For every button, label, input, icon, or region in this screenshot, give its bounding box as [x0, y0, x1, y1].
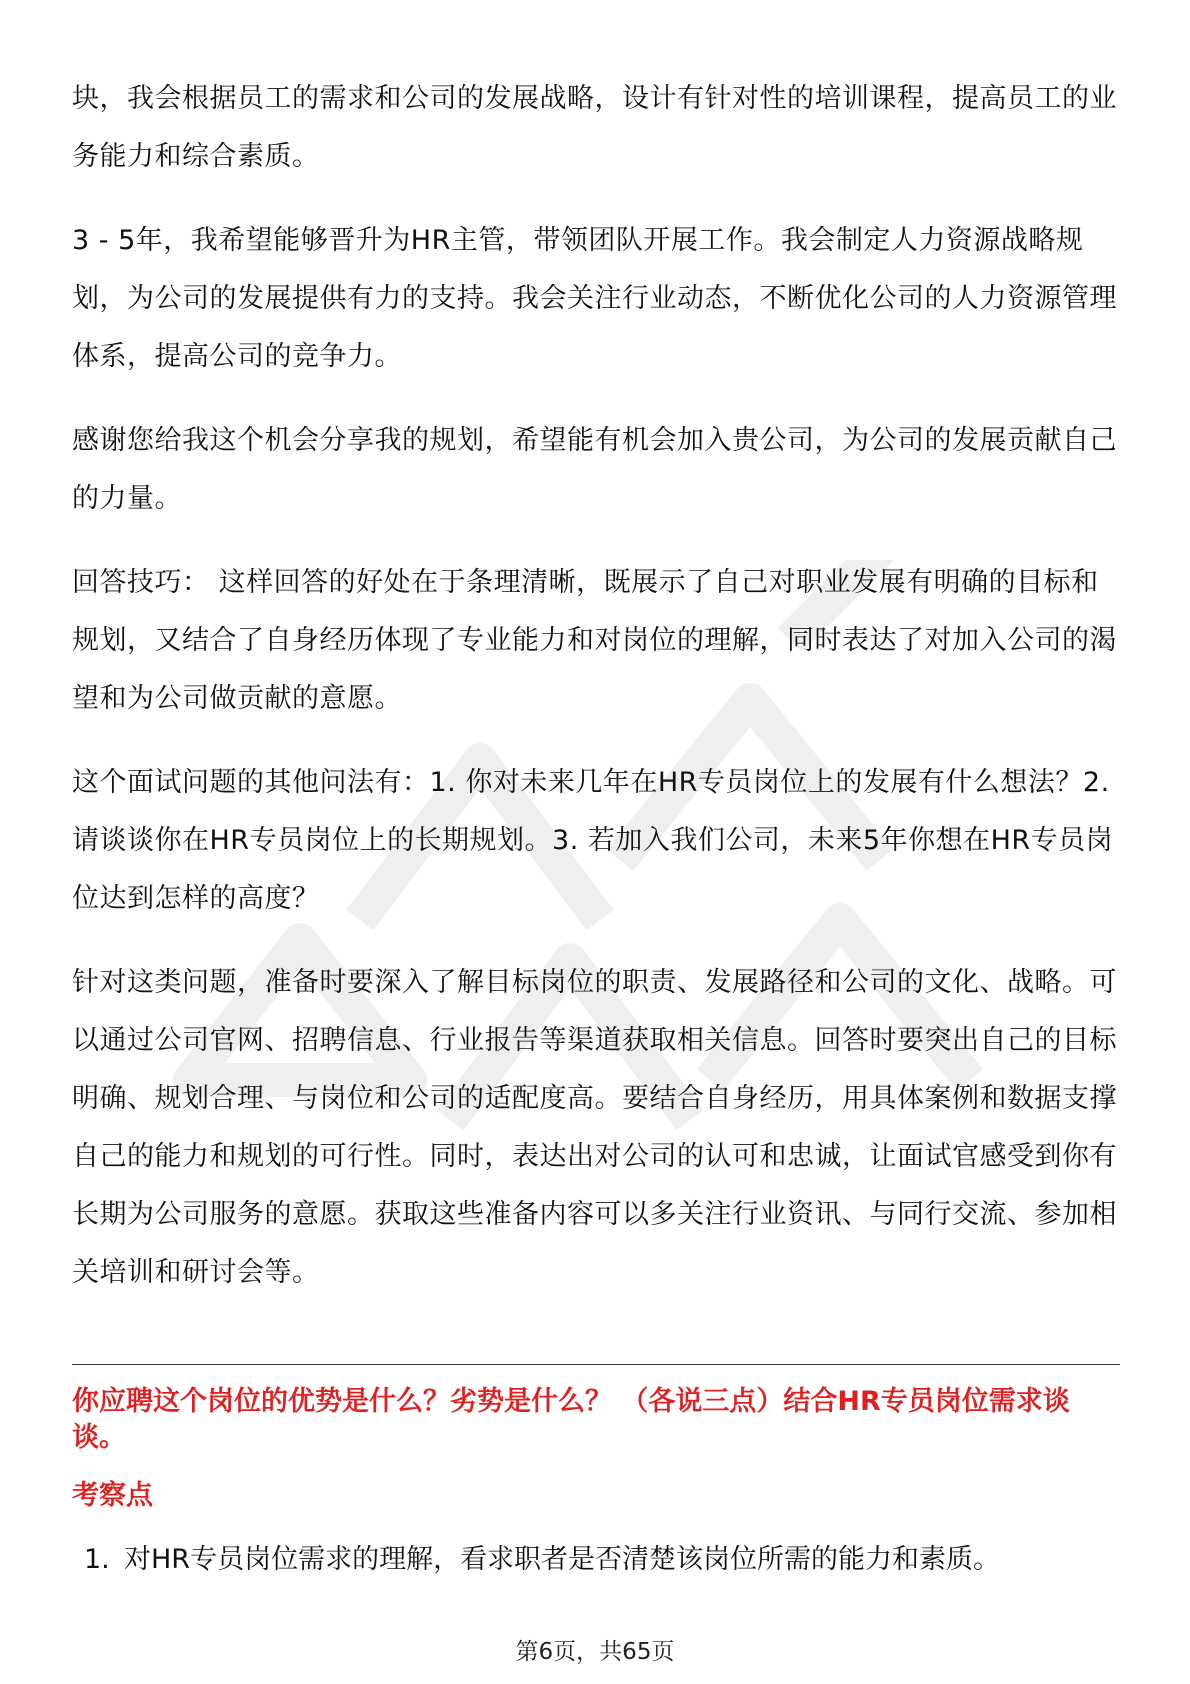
- paragraph: 块，我会根据员工的需求和公司的发展战略，设计有针对性的培训课程，提高员工的业务能力和综合素质。: [72, 83, 1117, 172]
- answer-tips-paragraph: 回答技巧： 这样回答的好处在于条理清晰，既展示了自己对职业发展有明确的目标和规划，又结合了自身经历体现了专业能力和对岗位的理解，同时表达了对加入公司的渴望和为公司做贡献的意愿。: [72, 567, 1117, 714]
- assessment-points-list: [84, 1540, 1114, 1580]
- paragraph: 感谢您给我这个机会分享我的规划，希望能有机会加入贵公司，为公司的发展贡献自己的力量。: [72, 425, 1117, 514]
- list-item-text: 对HR专员岗位需求的理解，看求职者是否清楚该岗位所需的能力和素质。: [124, 1544, 1001, 1575]
- list-marker: 1.: [84, 1544, 110, 1575]
- document-body: [72, 70, 1120, 1302]
- question-heading: 你应聘这个岗位的优势是什么？劣势是什么？ （各说三点）结合HR专员岗位需求谈谈。: [72, 1386, 1070, 1453]
- page-footer: 第6页，共65页: [515, 1639, 675, 1665]
- section-label: 考察点: [72, 1480, 153, 1511]
- alternative-questions-paragraph: 这个面试问题的其他问法有：1. 你对未来几年在HR专员岗位上的发展有什么想法？2. 请谈谈你在HR专员岗位上的长期规划。3. 若加入我们公司，未来5年你想在HR专员岗位达到怎样的高度？: [72, 767, 1114, 914]
- list-item: [84, 1540, 1114, 1580]
- section-divider: [72, 1364, 1120, 1365]
- paragraph: 3 - 5年，我希望能够晋升为HR主管，带领团队开展工作。我会制定人力资源战略规划，为公司的发展提供有力的支持。我会关注行业动态，不断优化公司的人力资源管理体系，提高公司的竞争力。: [72, 225, 1117, 372]
- preparation-advice-paragraph: 针对这类问题，准备时要深入了解目标岗位的职责、发展路径和公司的文化、战略。可以通过公司官网、招聘信息、行业报告等渠道获取相关信息。回答时要突出自己的目标明确、规划合理、与岗位和公司的适配度高。要结合自身经历，用具体案例和数据支撑自己的能力和规划的可行性。同时，表达出对公司的认可和忠诚，让面试官感受到你有长期为公司服务的意愿。获取这些准备内容可以多关注行业资讯、与同行交流、参加相关培训和研讨会等。: [72, 967, 1117, 1288]
